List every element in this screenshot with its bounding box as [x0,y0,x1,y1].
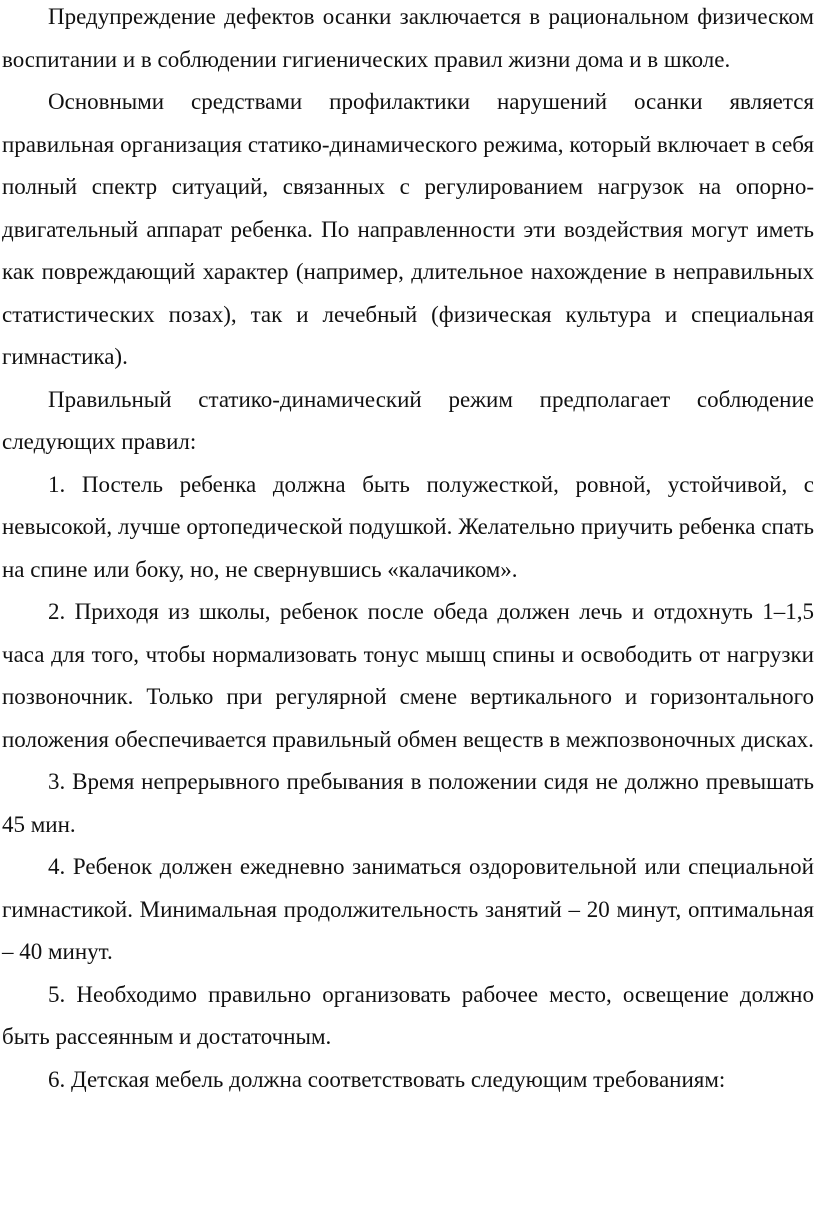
list-item-rule-1: 1. Постель ребенка должна быть полужесткой, ровной, устойчивой, с невысокой, лучше ортопедической подушкой. Желательно приучить ребенка спать на спине или боку, но, не свернувшись «калачиком». [2,471,814,582]
paragraph-rules-intro: Правильный статико-динамический режим предполагает соблюдение следующих правил: [2,386,814,454]
list-item-rule-4: 4. Ребенок должен ежедневно заниматься оздоровительной или специальной гимнастикой. Минимальная продолжительность занятий – 20 минут, оптимальная – 40 минут. [2,854,814,964]
list-item-rule-2: 2. Приходя из школы, ребенок после обеда должен лечь и отдохнуть 1–1,5 часа для того, чтобы нормализовать тонус мышц спины и освободить от нагрузки позвоночник. Только при регулярной смене вертикального и горизонтального положения обеспечивается правильный обмен веществ в межпозвоночных дисках. [2,599,814,752]
paragraph-main-means: Основными средствами профилактики нарушений осанки является правильная организация статико-динамического режима, который включает в себя полный спектр ситуаций, связанных с регулированием нагрузок на опорно-двигательный аппарат ребенка. По направленности эти воздействия могут иметь как повреждающий характер (например, длительное нахождение в неправильных статистических позах), так и лечебный (физическая культура и специальная гимнастика). [2,89,814,369]
list-item-rule-6: 6. Детская мебель должна соответствовать следующим требованиям: [48,1066,726,1092]
list-item-rule-3: 3. Время непрерывного пребывания в положении сидя не должно превышать 45 мин. [2,769,814,837]
list-item-rule-5: 5. Необходимо правильно организовать рабочее место, освещение должно быть рассеянным и достаточным. [2,981,814,1049]
paragraph-prevention: Предупреждение дефектов осанки заключается в рациональном физическом воспитании и в соблюдении гигиенических правил жизни дома и в школе. [2,4,814,72]
